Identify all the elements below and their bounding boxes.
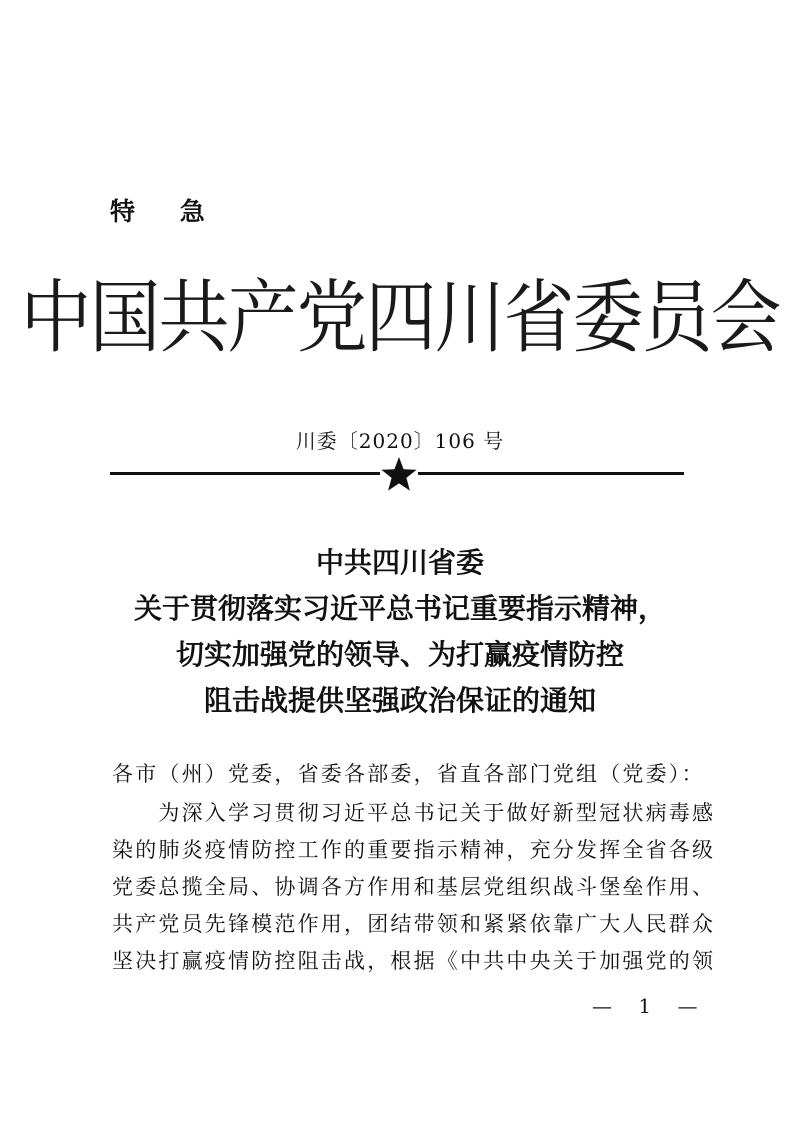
- title-line: 阻击战提供坚强政治保证的通知: [203, 684, 596, 717]
- page-number: — 1 —: [592, 994, 708, 1018]
- urgency-mark: 特 急: [110, 197, 223, 226]
- document-title: [0, 540, 800, 724]
- title-line: 切实加强党的领导、为打赢疫情防控: [175, 638, 624, 671]
- separator-line-right: [418, 472, 684, 475]
- paragraph-line: 共产党员先锋模范作用，团结带领和紧紧依靠广大人民群众: [112, 912, 716, 936]
- body-paragraph: [112, 795, 716, 980]
- separator-line-left: [110, 472, 380, 475]
- document-number: 川委〔2020〕106 号: [295, 429, 505, 453]
- paragraph-line: 党委总揽全局、协调各方作用和基层党组织战斗堡垒作用、: [112, 875, 716, 899]
- title-line: 中共四川省委: [315, 546, 484, 579]
- issuing-authority-header: 中国共产党四川省委员会: [20, 270, 780, 364]
- salutation: 各市（州）党委，省委各部委，省直各部门党组（党委）：: [112, 762, 705, 786]
- star-icon: [380, 456, 418, 492]
- paragraph-line: 为深入学习贯彻习近平总书记关于做好新型冠状病毒感: [112, 801, 716, 825]
- paragraph-line: 坚决打赢疫情防控阻击战，根据《中共中央关于加强党的领: [112, 949, 716, 973]
- paragraph-line: 染的肺炎疫情防控工作的重要指示精神，充分发挥全省各级: [112, 838, 716, 862]
- title-line: 关于贯彻落实习近平总书记重要指示精神，: [133, 592, 666, 625]
